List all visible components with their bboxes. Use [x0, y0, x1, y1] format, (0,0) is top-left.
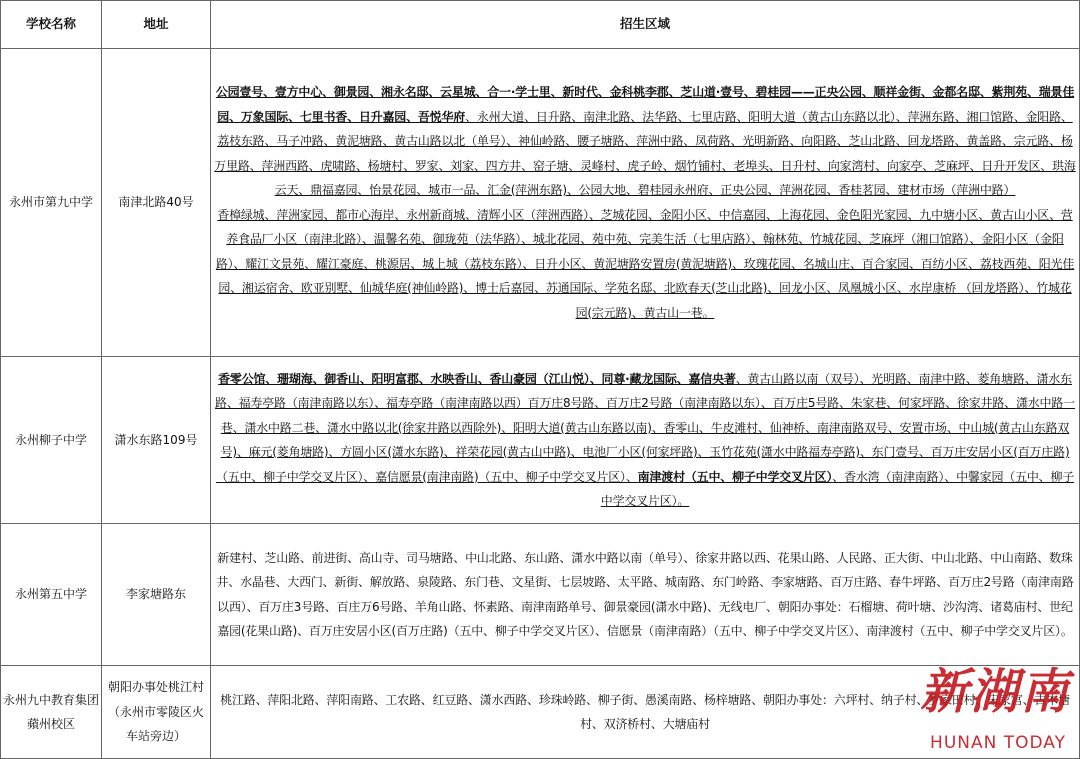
header-school: 学校名称: [1, 1, 102, 49]
table-row: [1, 666, 1080, 759]
zone-paragraph: [214, 203, 1076, 326]
featured-estates: 公园壹号、壹方中心、御景园、湘永名邸、云星城、合一·学士里、新时代、金科桃李郡、芝山道·壹号、碧桂园——正央公园、顺祥金街、金都名邸、紫荆苑、瑞景佳园、万象国际、七里书香、日升嘉园、吾悦华府: [215, 85, 1075, 124]
featured-estates-2: 南津渡村（五中、柳子中学交叉片区）: [637, 469, 833, 484]
zone-paragraph: [214, 688, 1076, 737]
zone-streets-2: 、香水湾（南津南路）、中馨家园（五中、柳子中学交叉片区）。: [600, 469, 1075, 508]
watermark-logo: 新湖南: [919, 664, 1070, 720]
school-address: 南津北路40号: [102, 49, 211, 357]
header-zone: 招生区域: [211, 1, 1080, 49]
zone-communities: 香樟绿城、萍洲家园、都市心海岸、永州新商城、清辉小区（萍洲西路）、芝城花园、金阳小区、中信嘉园、上海花园、金色阳光家园、九中塘小区、黄古山小区、营养食品厂小区（南津北路）、温馨名苑、御珑苑（法华路）、城北花园、苑中苑、完美生活（七里店路）、翰林苑、竹城花园、芝麻坪（湘口馆路）、金阳小区（金阳路）、耀江文景苑、耀江豪庭、桃源居、城上城（荔枝东路）、日升小区、黄泥塘路安置房(黄泥塘路)、玫瑰花园、名城山庄、百合家园、百纺小区、荔枝西苑、阳光佳园、湘运宿舍、欧亚别墅、仙城华庭(神仙岭路)、博士后嘉园、苏通国际、学苑名邸、北欧春天(芝山北路)、回龙小区、凤凰城小区、水岸康桥 （回龙塔路）、竹城花园(宗元路)、黄古山一巷。: [215, 207, 1075, 320]
school-name: 永州第五中学: [1, 524, 102, 666]
header-address: 地址: [102, 1, 211, 49]
school-name: 永州市第九中学: [1, 49, 102, 357]
school-name: 永州柳子中学: [1, 357, 102, 524]
school-name: 永州九中教育集团蘋州校区: [1, 666, 102, 759]
school-address: 潇水东路109号: [102, 357, 211, 524]
enrollment-zone: [211, 357, 1080, 524]
enrollment-zone: [211, 524, 1080, 666]
zone-paragraph: [214, 367, 1076, 514]
zone-streets: 、黄古山路以南（双号）、光明路、南津中路、菱角塘路、潇水东路、福寿亭路（南津南路以东）、福寿亭路（南津南路以西）百万庄8号路、百万庄2号路（南津南路以东）、百万庄5号路、朱家巷、何家坪路、徐家井路、潇水中路一巷、潇水中路二巷、潇水中路以北(徐家井路以西除外)、阳明大道(黄古山东路以南)、香零山、牛皮滩村、仙神桥、南津南路双号、安置市场、中山城(黄古山东路双号)、麻元(菱角塘路)、方圆小区(潇水东路)、祥荣花园(黄古山中路)、电池厂小区(何家坪路)、玉竹花苑(潇水中路福寿亭路)、东门壹号、百万庄安居小区(百万庄路)（五中、柳子中学交叉片区）、嘉信愿景(南津南路)（五中、柳子中学交叉片区）、: [215, 371, 1075, 484]
school-address: 朝阳办事处桃江村（永州市零陵区火车站旁边）: [102, 666, 211, 759]
zone-paragraph: [214, 80, 1076, 203]
table-row: [1, 49, 1080, 357]
zone-streets: 、永州大道、日升路、南津北路、法华路、七里店路、阳明大道（黄古山东路以北）、萍洲东路、湘口馆路、金阳路、荔枝东路、马子冲路、黄泥塘路、黄古山路以北（单号）、神仙岭路、腰子塘路、萍洲中路、凤荷路、光明新路、向阳路、芝山北路、回龙塔路、黄盖路、宗元路、杨万里路、萍洲西路、虎啸路、杨塘村、罗家、刘家、四方井、窑子塘、灵峰村、虎子岭、烟竹铺村、老埠头、日升村、向家湾村、向家亭、芝麻坪、日升开发区、珙海云天、鼎福嘉园、怡景花园、城市一品、汇金(萍洲东路)、公园大地、碧桂园永州府、正央公园、萍洲花园、香桂茗园、建材市场（萍洲中路）: [214, 109, 1076, 197]
zone-streets: 新建村、芝山路、前进街、高山寺、司马塘路、中山北路、东山路、潇水中路以南（单号）、徐家井路以西、花果山路、人民路、正大街、中山北路、中山南路、数珠井、水晶巷、大西门、新街、解放路、泉陵路、东门巷、文星街、七层坡路、太平路、城南路、东门岭路、李家塘路、百万庄路、春牛坪路、百万庄2号路（南津南路以西）、百万庄3号路、百庄万6号路、羊角山路、怀素路、南津南路单号、御景豪园(潇水中路)、无线电厂、朝阳办事处：石榴塘、荷叶塘、沙沟湾、诸葛庙村、世纪嘉园(花果山路)、百万庄安居小区(百万庄路)（五中、柳子中学交叉片区）、信愿景（南津南路）（五中、柳子中学交叉片区）、南津渡村（五中、柳子中学交叉片区）。: [216, 550, 1074, 638]
watermark-subtitle: HUNAN TODAY: [930, 733, 1066, 753]
header-row: [1, 1, 1080, 49]
enrollment-zone: [211, 666, 1080, 759]
enrollment-zone: [211, 49, 1080, 357]
school-address: 李家塘路东: [102, 524, 211, 666]
zone-paragraph: [214, 546, 1076, 644]
featured-estates: 香零公馆、珊瑚海、御香山、阳明富郡、水映香山、香山豪园（江山悦）、同尊·藏龙国际、嘉信央著: [218, 371, 736, 386]
table-row: [1, 524, 1080, 666]
table-row: [1, 357, 1080, 524]
zone-streets: 桃江路、萍阳北路、萍阳南路、工农路、红豆路、潇水西路、珍珠岭路、柳子街、愚溪南路、杨梓塘路、朝阳办事处：六坪村、纳子村、罗家田村、宋家宫、古木塘村、双济桥村、大塘庙村: [220, 692, 1070, 731]
